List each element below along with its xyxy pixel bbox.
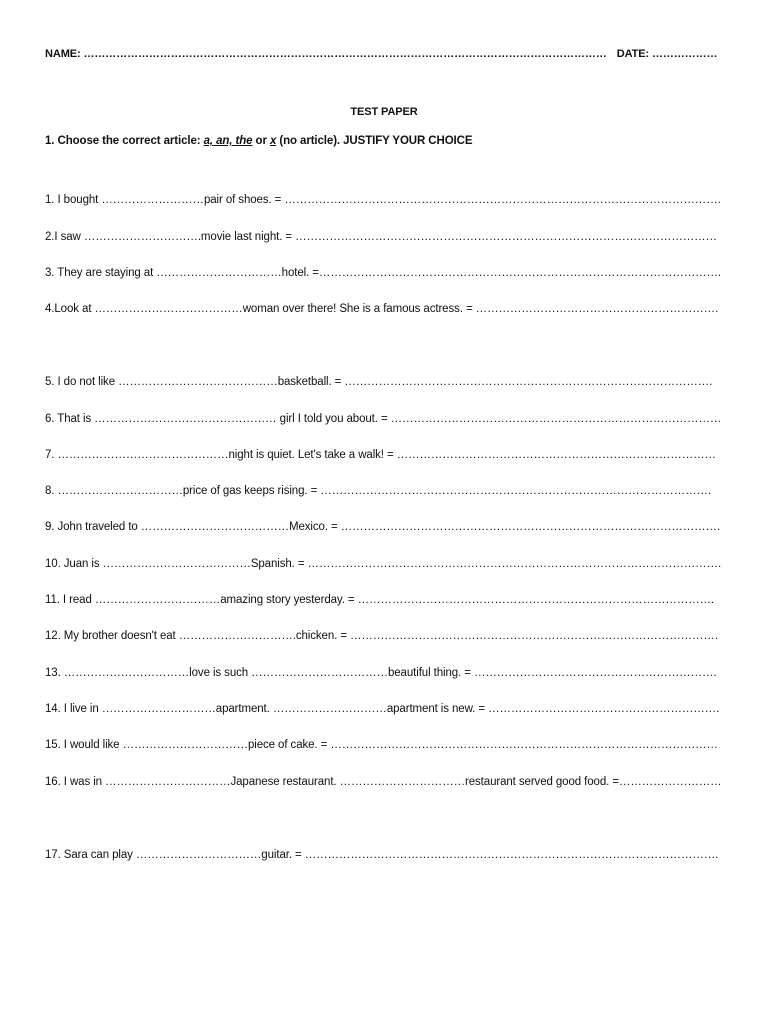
date-field[interactable]: DATE: ……………… [616, 48, 718, 60]
question-11[interactable]: 11. I read ……………………………amazing story yesterday. = …………………………………………………………………………………. [45, 594, 715, 606]
question-5[interactable]: 5. I do not like ……………………………………basketball. = ……………………………………………………………………………………. [45, 376, 713, 388]
instruction-text [45, 135, 472, 147]
instruction-options: a, an, the [203, 135, 253, 147]
page-title: TEST PAPER [350, 106, 418, 118]
question-9[interactable]: 9. John traveled to …………………………………Mexico. = ………………………………………………………………………………………. [45, 521, 721, 533]
question-2[interactable]: 2.I saw ………………………….movie last night. = ………………………………………………………………………………………………… [45, 231, 717, 243]
question-8[interactable]: 8. ……………………………price of gas keeps rising. = …………………………………………………………………………………………. [45, 485, 711, 497]
question-15[interactable]: 15. I would like ……………………………piece of cake. = ………………………………………………………………………………………… [45, 739, 718, 751]
question-13[interactable]: 13. ……………………………love is such ………………………………beautiful thing. = ………………………………………………………. [45, 667, 717, 679]
question-1[interactable]: 1. I bought ………………………pair of shoes. = ……………………………………………………………………………………………………. [45, 194, 721, 206]
instruction-x: x [269, 135, 277, 147]
question-3[interactable]: 3. They are staying at ……………………………hotel. =……………………………………………………………………………………………. [45, 267, 722, 279]
question-12[interactable]: 12. My brother doesn't eat ………………………….chicken. = ……………………………………………………………………………………. [45, 630, 718, 642]
name-field[interactable]: NAME: ……………………………………………………………………………………………………………………………… [45, 48, 607, 60]
question-10[interactable]: 10. Juan is …………………………………Spanish. = ………………………………………………………………………………………………. [45, 558, 722, 570]
instruction-suffix: (no article). JUSTIFY YOUR CHOICE [276, 135, 473, 147]
question-6[interactable]: 6. That is ………………………………………… girl I told you about. = …………………………………………………………………………… [45, 413, 722, 425]
question-14[interactable]: 14. I live in …………………………apartment. …………………………apartment is new. = ……………………………………………………. [45, 703, 720, 715]
question-4[interactable]: 4.Look at …………………………………woman over there! She is a famous actress. = ………………………………………………………. [45, 303, 719, 315]
question-7[interactable]: 7. ………………………………………night is quiet. Let's take a walk! = ………………………………………………………………………… [45, 449, 716, 461]
question-16[interactable]: 16. I was in ……………………………Japanese restaurant. ……………………………restaurant served good food. =……………………… [45, 776, 722, 788]
instruction-prefix: 1. Choose the correct article: [45, 135, 204, 147]
instruction-mid: or [252, 135, 270, 147]
header-row [45, 48, 717, 60]
question-17[interactable]: 17. Sara can play ……………………………guitar. = ………………………………………………………………………………………………. [45, 849, 719, 861]
